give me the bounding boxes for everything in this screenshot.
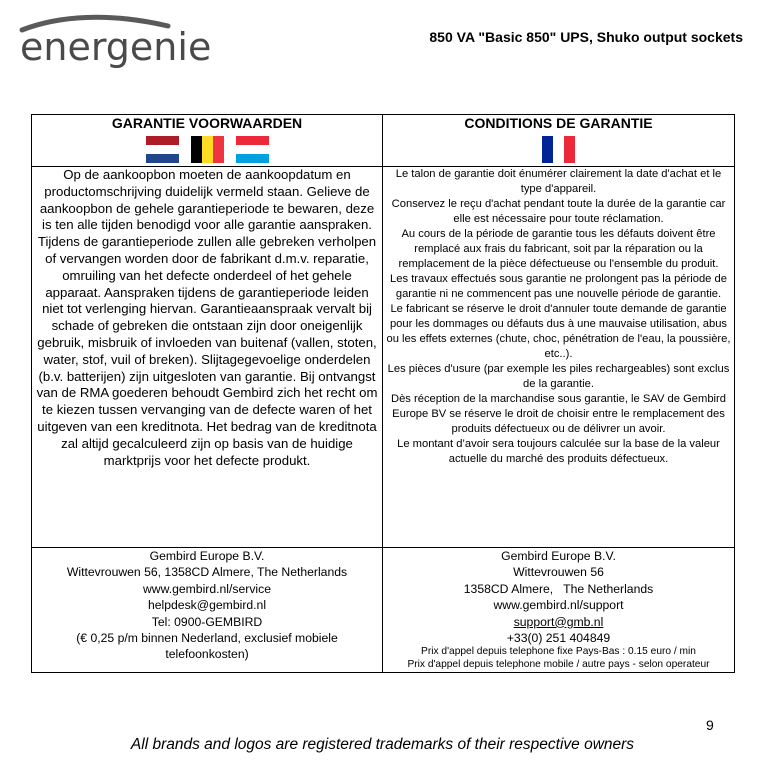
fr-paragraph: Le montant d’avoir sera toujours calculée sur la base de la valeur actuelle du marché des produits défectueux.: [397, 438, 720, 465]
nl-phone: Tel: 0900-GEMBIRD: [151, 614, 263, 629]
fr-flags: [385, 136, 732, 163]
fr-mobile-price: Prix d'appel depuis telephone mobile / autre pays - selon operateur: [407, 659, 710, 671]
fr-paragraph: Dès réception de la marchandise sous garantie, le SAV de Gembird Europe BV se réserve le droit de choisir entre le remplacement des produits défectueux ou de délivrer un avoir.: [391, 393, 726, 435]
fr-paragraph: Conservez le reçu d'achat pendant toute la durée de la garantie car elle est nécessaire pour toute réclamation.: [391, 198, 726, 225]
fr-header-cell: [383, 115, 735, 167]
fr-city: 1358CD Almere, The Netherlands: [463, 581, 654, 596]
nl-section-title: GARANTIE VOORWAARDEN: [111, 115, 303, 131]
netherlands-flag-icon: [146, 136, 179, 163]
nl-address: Wittevrouwen 56, 1358CD Almere, The Netherlands: [66, 565, 348, 580]
nl-contact-cell: [32, 548, 383, 673]
logo-wordmark: energenie: [20, 25, 212, 69]
belgium-flag-icon: [191, 136, 224, 163]
trademark-note: All brands and logos are registered trademarks of their respective owners: [130, 736, 635, 753]
nl-website-link[interactable]: www.gembird.nl/service: [142, 581, 271, 596]
nl-company-name: Gembird Europe B.V.: [149, 549, 265, 563]
fr-street: Wittevrouwen 56: [513, 565, 604, 580]
fr-paragraph: Le talon de garantie doit énumérer clairement la date d'achat et le type d'appareil.: [395, 168, 722, 195]
fr-contact-cell: [383, 548, 735, 673]
fr-warranty-text: [383, 167, 735, 548]
nl-email-link[interactable]: helpdesk@gembird.nl: [147, 598, 267, 613]
fr-company-name: Gembird Europe B.V.: [501, 549, 616, 563]
fr-section-title: CONDITIONS DE GARANTIE: [464, 115, 653, 131]
page-number: 9: [706, 717, 714, 733]
luxembourg-flag-icon: [236, 136, 269, 163]
fr-fixed-price: Prix d'appel depuis telephone fixe Pays-Bas : 0.15 euro / min: [421, 646, 696, 658]
fr-email-link[interactable]: support@gmb.nl: [513, 614, 604, 629]
warranty-table: [31, 114, 735, 673]
fr-website-link[interactable]: www.gembird.nl/support: [493, 598, 624, 613]
nl-warranty-text: Op de aankoopbon moeten de aankoopdatum en productomschrijving duidelijk vermeld staan. Gelieve de aankoopbon de gehele garantieperiode te bewaren, deze is ten alle tijden benodigd voor alle garantie aanspraken. Tijdens de garantieperiode zullen alle gebreken verholpen of vervangen worden door de fabrikant d.m.v. reparatie, omruiling van het defecte onderdeel of het gehele apparaat. Aanspraken tijdens de garantieperiode leiden niet tot verlenging hiervan. Garantieaanspraak vervalt bij schade of gebreken die ontstaan zijn door oneigenlijk gebruik, misbruik of invloeden van buitenaf (vallen, stoten, water, stof, vuil of breken). Slijtagegevoelige onderdelen (b.v. batterijen) zijn uitgesloten van garantie. Bij ontvangst van de RMA goederen behoudt Gembird zich het recht om te kiezen tussen vervanging van de defecte waren of het uitgeven van een kreditnota. Het bedrag van de kreditnota zal altijd gecalculeerd zijn op basis van de huidige marktprijs voor het defecte produkt.: [32, 167, 383, 548]
fr-paragraph: Les pièces d'usure (par exemple les piles rechargeables) sont exclus de la garantie.: [387, 363, 730, 390]
nl-header-cell: [32, 115, 383, 167]
nl-flags: [34, 136, 380, 163]
france-flag-icon: [542, 136, 575, 163]
fr-phone: +33(0) 251 404849: [506, 631, 611, 646]
energenie-logo: [18, 14, 223, 76]
fr-paragraph: Le fabricant se réserve le droit d'annuler toute demande de garantie pour les dommages ou défauts dus à une mauvaise utilisation, abus ou les effets externes (chute, choc, pénétration de l'eau, la poussière, etc..).: [386, 303, 731, 360]
fr-paragraph: Au cours de la période de garantie tous les défauts doivent être remplacé aux frais du fabricant, soit par la réparation ou la remplacement de la pièce défectueuse ou l'ensemble du produit.: [398, 228, 719, 270]
nl-cost-note: (€ 0,25 p/m binnen Nederland, exclusief mobiele telefoonkosten): [76, 631, 338, 662]
fr-paragraph: Les travaux effectués sous garantie ne prolongent pas la période de garantie ni ne commencent pas une nouvelle période de garantie.: [390, 273, 727, 300]
product-title: 850 VA "Basic 850" UPS, Shuko output sockets: [429, 29, 743, 45]
